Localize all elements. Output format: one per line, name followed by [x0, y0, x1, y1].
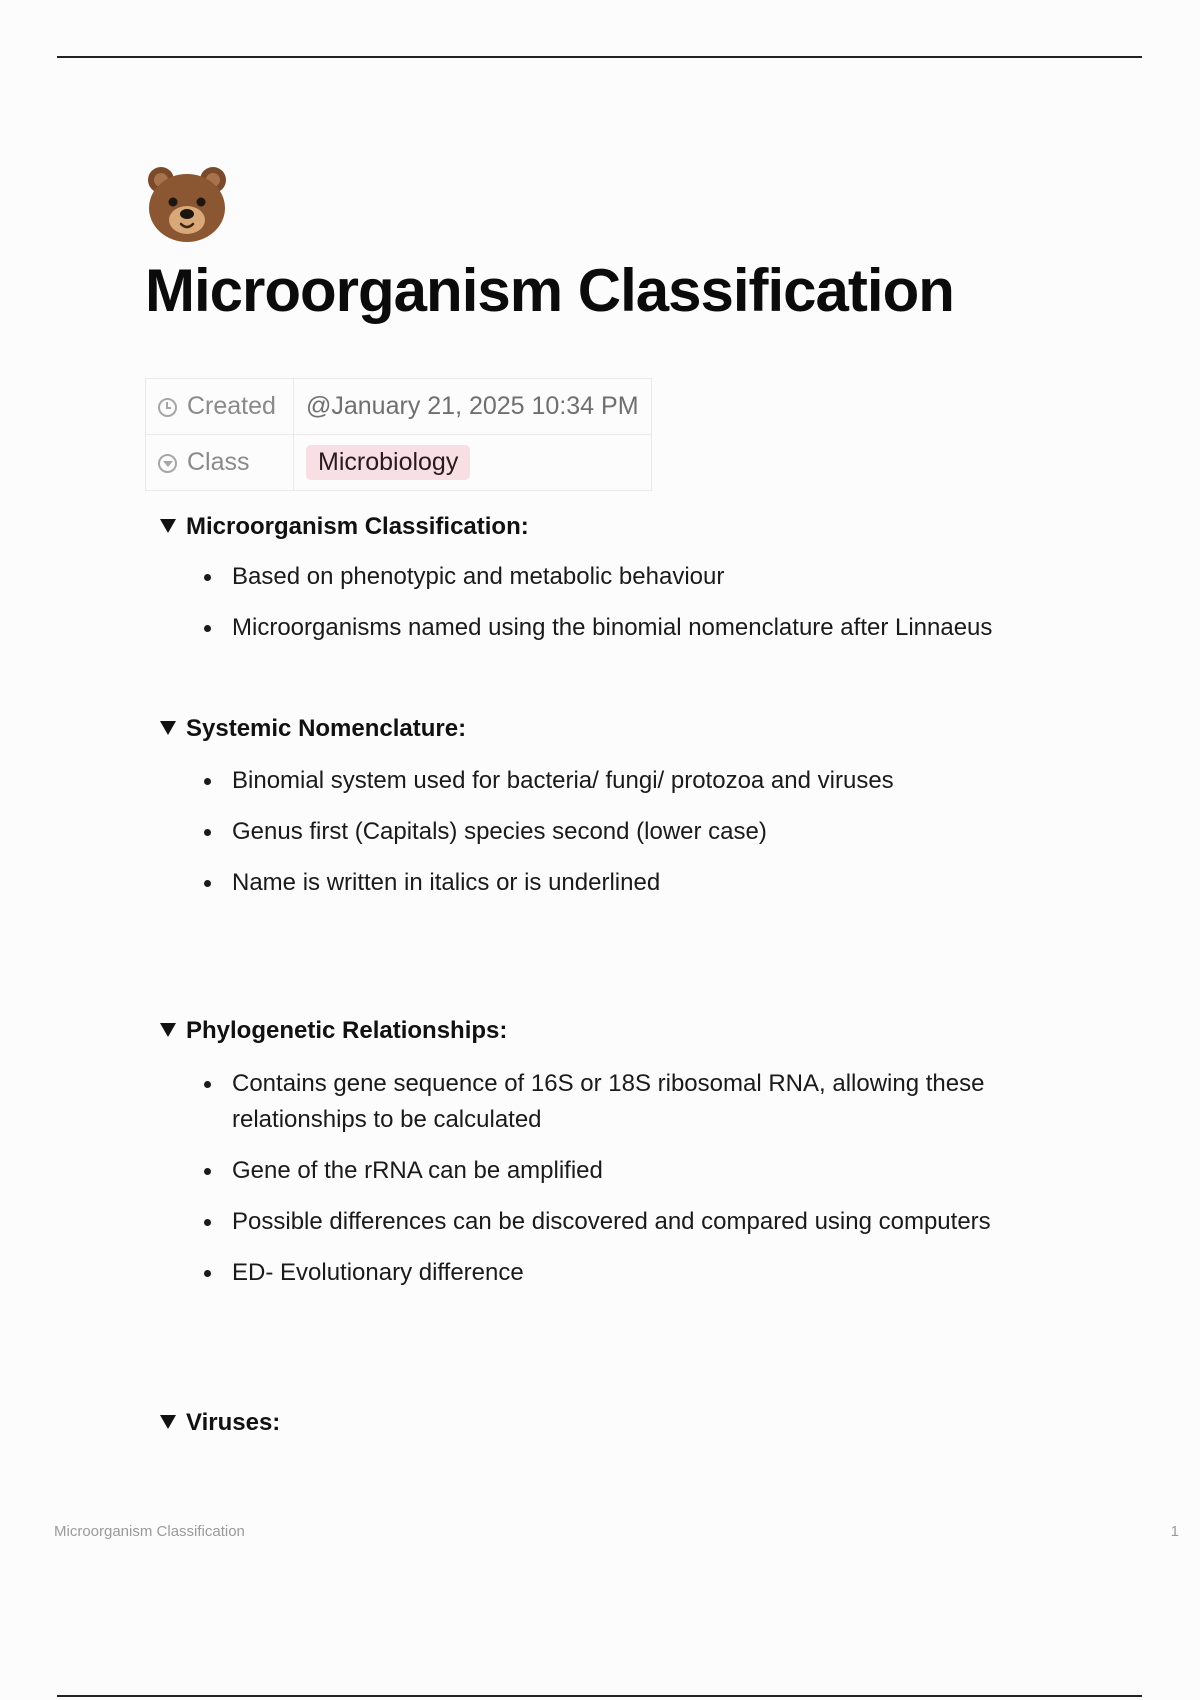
- property-value-class[interactable]: [294, 435, 652, 491]
- section-heading-text: Viruses:: [186, 1409, 281, 1436]
- property-name-cell[interactable]: [146, 435, 294, 491]
- bear-face-icon[interactable]: [145, 162, 229, 246]
- section-heading-text: Microorganism Classification:: [186, 513, 529, 540]
- clock-icon: [158, 398, 177, 417]
- footer-page-number: 1: [1170, 1523, 1179, 1540]
- toggle-triangle-icon[interactable]: [160, 1023, 176, 1037]
- toggle-triangle-icon[interactable]: [160, 721, 176, 735]
- property-name-class: Class: [187, 448, 250, 476]
- list-item: Binomial system used for bacteria/ fungi/ protozoa and viruses: [200, 763, 1080, 799]
- property-name-cell[interactable]: [146, 379, 294, 435]
- list-item: Microorganisms named using the binomial nomenclature after Linnaeus: [200, 610, 1080, 646]
- footer-title: Microorganism Classification: [54, 1523, 245, 1540]
- list-item: Based on phenotypic and metabolic behaviour: [200, 559, 1080, 595]
- property-row-created: [146, 379, 652, 435]
- class-tag[interactable]: Microbiology: [306, 445, 470, 480]
- bullet-list: [200, 559, 1080, 661]
- bottom-rule: [57, 1695, 1142, 1697]
- property-value-created[interactable]: @January 21, 2025 10:34 PM: [294, 379, 652, 435]
- list-item: Gene of the rRNA can be amplified: [200, 1153, 1080, 1189]
- select-icon: [158, 454, 177, 473]
- toggle-triangle-icon[interactable]: [160, 1415, 176, 1429]
- bullet-list: [200, 763, 1080, 916]
- section-heading-text: Phylogenetic Relationships:: [186, 1017, 508, 1044]
- list-item: Possible differences can be discovered and compared using computers: [200, 1204, 1080, 1240]
- properties-table: [145, 378, 652, 491]
- list-item: ED- Evolutionary difference: [200, 1255, 1080, 1291]
- list-item: Genus first (Capitals) species second (lower case): [200, 814, 1080, 850]
- toggle-heading-classification[interactable]: [160, 512, 529, 542]
- list-item: Name is written in italics or is underlined: [200, 865, 1080, 901]
- section-heading-text: Systemic Nomenclature:: [186, 715, 467, 742]
- property-name-created: Created: [187, 392, 276, 420]
- top-rule: [57, 56, 1142, 58]
- toggle-heading-viruses[interactable]: [160, 1408, 280, 1438]
- toggle-triangle-icon[interactable]: [160, 519, 176, 533]
- bullet-list: [200, 1066, 1080, 1306]
- toggle-heading-phylogenetic[interactable]: [160, 1016, 507, 1046]
- list-item: Contains gene sequence of 16S or 18S ribosomal RNA, allowing these relationships to be calculated: [200, 1066, 1080, 1138]
- property-row-class: [146, 435, 652, 491]
- page-title: Microorganism Classification: [145, 257, 954, 324]
- toggle-heading-nomenclature[interactable]: [160, 714, 466, 744]
